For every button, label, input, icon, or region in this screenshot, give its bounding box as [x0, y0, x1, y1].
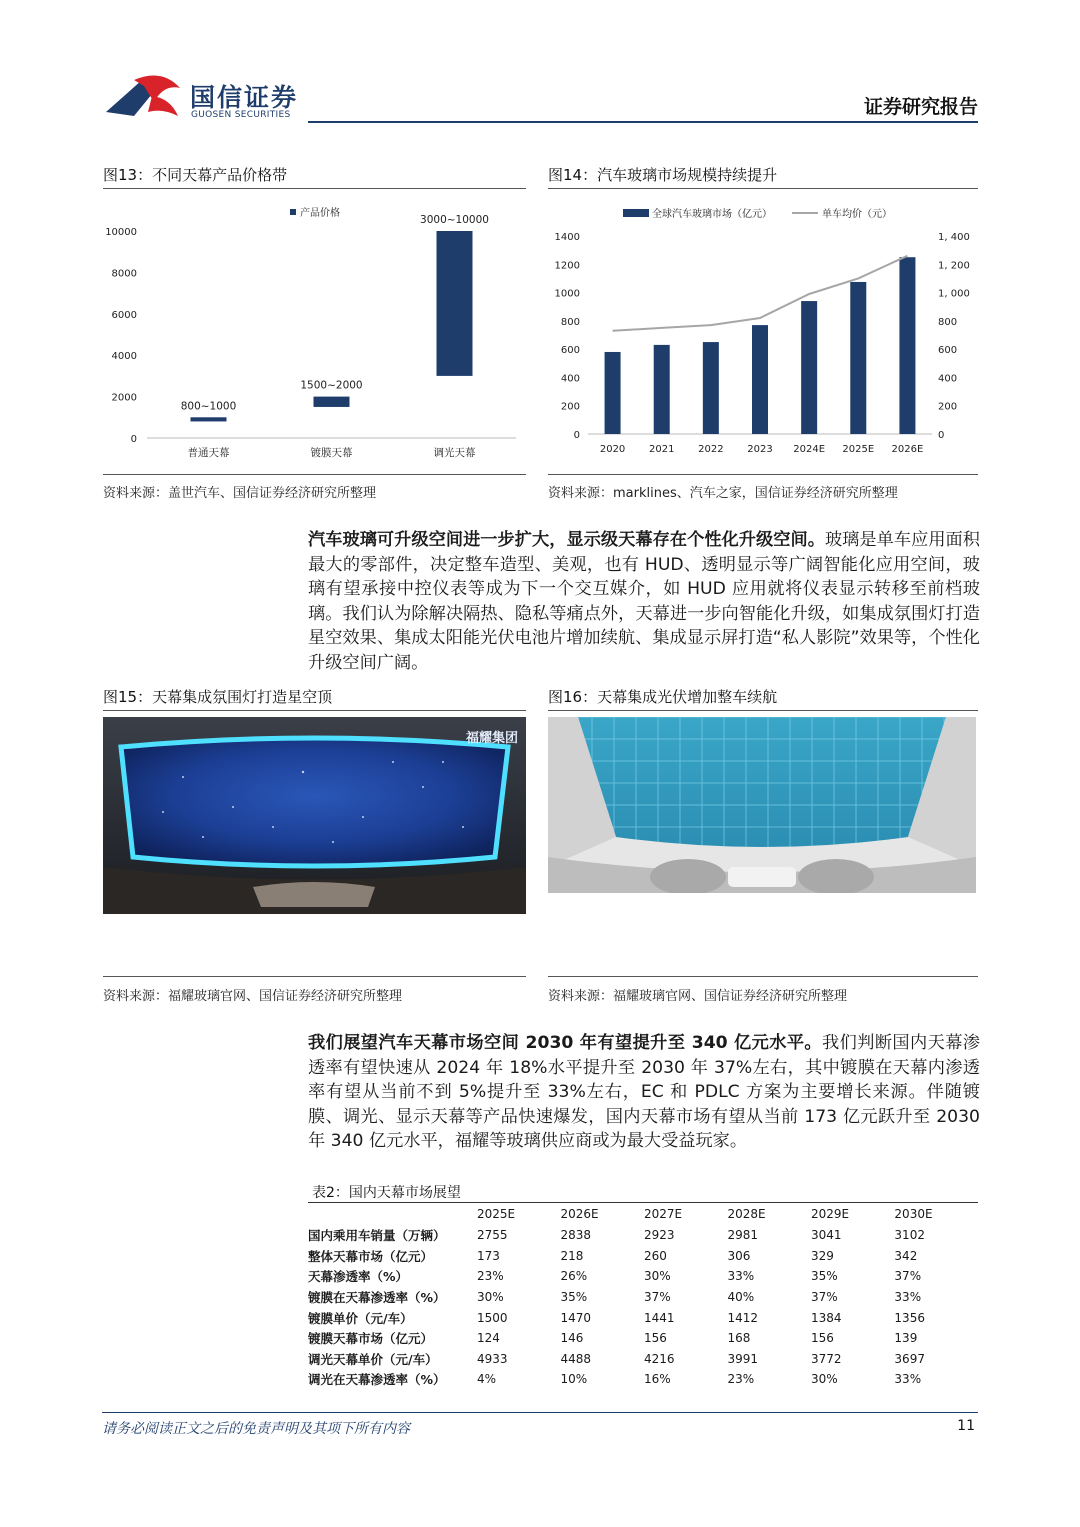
y-tick-label: 0	[130, 434, 137, 445]
x-tick-label: 2024E	[793, 444, 826, 455]
fig16-top-rule	[548, 710, 978, 711]
table-header-row	[308, 1203, 978, 1225]
table2-title: 表2：国内天幕市场展望	[312, 1185, 461, 1201]
row-label: 镀膜天幕市场（亿元）	[308, 1331, 434, 1347]
table-cell: 329	[810, 1248, 834, 1263]
row-label: 镀膜在天幕渗透率（%）	[308, 1290, 446, 1306]
column-header: 2030E	[894, 1207, 933, 1221]
column-header: 2025E	[477, 1207, 516, 1221]
bar	[899, 257, 915, 434]
starry-roof-photo	[103, 717, 526, 914]
table-cell: 1500	[477, 1310, 508, 1325]
bar	[191, 417, 227, 421]
footer-divider	[102, 1412, 978, 1413]
column-header: 2027E	[643, 1207, 683, 1221]
table-cell: 1441	[643, 1310, 675, 1325]
table-cell: 124	[477, 1331, 500, 1346]
data-label: 800~1000	[180, 400, 237, 413]
paragraph-1-body: 玻璃是单车应用面积最大的零部件，决定整车造型、美观，也有 HUD、透明显示等广阔智能化应用空间，玻璃有望承接中控仪表等成为下一个交互媒介，如 HUD 应用就将仪表显示转移至前档玻璃。我们认为除解决隔热、隐私等痛点外，天幕进一步向智能化升级，如集成氛围灯打造星空效果、集成太阳能光伏电池片增加续航、集成显示屏打造“私人影院”效果等，个性化升级空间广阔。	[308, 530, 980, 673]
x-tick-label: 2025E	[842, 444, 875, 455]
table-cell: 37%	[643, 1290, 671, 1305]
table-cell: 30%	[477, 1290, 504, 1305]
table-cell: 40%	[727, 1290, 755, 1305]
table-cell: 2923	[643, 1228, 675, 1243]
column-header: 2029E	[810, 1207, 850, 1221]
legend-swatch	[290, 209, 296, 215]
table-cell: 4488	[560, 1351, 592, 1366]
row-label: 国内乘用车销量（万辆）	[308, 1228, 446, 1244]
row-label: 调光天幕单价（元/车）	[308, 1351, 438, 1367]
fig15-source: 资料来源：福耀玻璃官网、国信证券经济研究所整理	[103, 989, 403, 1004]
brand-name: 国信证券	[190, 83, 299, 112]
table-cell: 10%	[560, 1372, 588, 1387]
fig16-bottom-rule	[548, 976, 978, 977]
y-tick-label-right: 0	[938, 430, 945, 441]
paragraph-2-body: 我们判断国内天幕渗透率有望快速从 2024 年 18%水平提升至 2030 年 37%左右，其中镀膜在天幕内渗透率有望从当前不到 5%提升至 33%左右，EC 和 PDLC 方案为主要增长来源。伴随镀膜、调光、显示天幕等产品快速爆发，国内天幕市场有望从当前 173 亿元跃升至 2030 年 340 亿元水平，福耀等玻璃供应商或为最大受益玩家。	[308, 1033, 980, 1152]
y-tick-label-right: 800	[938, 316, 958, 328]
y-tick-label-right: 1, 000	[938, 288, 970, 300]
report-type: 证券研究报告	[863, 96, 978, 118]
table-cell: 1356	[894, 1310, 925, 1325]
table-cell: 3041	[810, 1228, 842, 1243]
fig14-top-rule	[548, 188, 978, 189]
bar	[801, 301, 817, 434]
y-tick-label-right: 1, 400	[938, 232, 970, 243]
y-tick-label-left: 200	[560, 401, 580, 413]
table-cell: 16%	[643, 1372, 671, 1387]
y-tick-label-left: 1000	[554, 288, 580, 300]
table-row	[308, 1225, 978, 1246]
brand-name-en: GUOSEN SECURITIES	[191, 110, 291, 120]
bar	[437, 231, 473, 376]
table-row	[308, 1369, 978, 1390]
table-cell: 342	[894, 1248, 918, 1263]
y-tick-label-right: 200	[938, 401, 958, 413]
table-cell: 4%	[477, 1372, 497, 1387]
y-tick-label-right: 400	[938, 373, 958, 385]
x-tick-label: 2020	[599, 444, 626, 455]
table-cell: 1470	[560, 1310, 592, 1325]
row-label: 天幕渗透率（%）	[308, 1269, 409, 1285]
legend-label-bar: 全球汽车玻璃市场（亿元）	[652, 209, 772, 220]
table-cell: 218	[560, 1248, 584, 1263]
fig14-title: 图14：汽车玻璃市场规模持续提升	[548, 166, 778, 184]
y-tick-label-left: 400	[560, 373, 580, 385]
legend-swatch-bar	[623, 209, 649, 217]
table-cell: 33%	[727, 1269, 755, 1284]
bar	[850, 282, 866, 434]
header-divider	[308, 121, 978, 123]
table-cell: 33%	[894, 1372, 922, 1387]
table-cell: 156	[643, 1331, 667, 1346]
watermark-label: 福耀集团	[465, 731, 518, 746]
bar	[703, 342, 719, 434]
bar	[314, 397, 350, 407]
paragraph-2-lead: 我们展望汽车天幕市场空间 2030 年有望提升至 340 亿元水平。	[308, 1033, 823, 1053]
table-row	[308, 1266, 978, 1287]
fig16-title: 图16：天幕集成光伏增加整车续航	[548, 688, 778, 706]
y-tick-label-left: 0	[573, 430, 580, 441]
table-row	[308, 1349, 978, 1370]
fig14-source: 资料来源：marklines、汽车之家，国信证券经济研究所整理	[548, 486, 898, 501]
x-tick-label: 调光天幕	[433, 447, 476, 459]
fig13-chart	[103, 195, 526, 467]
table-cell: 30%	[643, 1269, 671, 1284]
table-row	[308, 1307, 978, 1328]
table-cell: 26%	[560, 1269, 588, 1284]
y-tick-label: 6000	[111, 309, 137, 321]
y-tick-label: 8000	[111, 268, 137, 280]
bar	[605, 352, 621, 434]
fig14-chart	[548, 195, 978, 467]
y-tick-label-right: 600	[938, 345, 958, 357]
x-tick-label: 2023	[747, 444, 773, 455]
paragraph-1-lead: 汽车玻璃可升级空间进一步扩大，显示级天幕存在个性化升级空间。	[308, 530, 825, 550]
table-cell: 35%	[810, 1269, 838, 1284]
table-cell: 23%	[727, 1372, 755, 1387]
table-cell: 37%	[894, 1269, 922, 1284]
fig13-title: 图13：不同天幕产品价格带	[103, 166, 288, 184]
column-header: 2026E	[560, 1207, 599, 1221]
table-cell: 33%	[894, 1290, 922, 1305]
table-cell: 306	[727, 1248, 751, 1263]
table-cell: 3991	[727, 1351, 758, 1366]
fig14-bottom-rule	[548, 474, 978, 475]
x-tick-label: 2022	[698, 444, 724, 455]
bar	[752, 325, 768, 434]
y-tick-label: 2000	[111, 392, 137, 404]
table-row	[308, 1328, 978, 1349]
table-row	[308, 1246, 978, 1267]
table-row	[308, 1287, 978, 1308]
fig13-bottom-rule	[103, 474, 526, 475]
y-tick-label-right: 1, 200	[938, 260, 970, 272]
table-cell: 23%	[477, 1269, 504, 1284]
table-cell: 173	[477, 1248, 500, 1263]
table-cell: 37%	[810, 1290, 838, 1305]
x-tick-label: 普通天幕	[187, 447, 230, 459]
solar-roof-photo	[548, 717, 976, 893]
table-cell: 139	[894, 1331, 918, 1346]
legend-label: 产品价格	[300, 208, 340, 219]
fig15-top-rule	[103, 710, 526, 711]
table-cell: 30%	[810, 1372, 838, 1387]
table-cell: 2755	[477, 1228, 508, 1243]
column-header: 2028E	[727, 1207, 766, 1221]
table-cell: 4216	[643, 1351, 675, 1366]
table-cell: 146	[560, 1331, 584, 1346]
table-cell: 4933	[477, 1351, 508, 1366]
table-cell: 3697	[894, 1351, 925, 1366]
y-tick-label-left: 1200	[554, 260, 580, 272]
table-cell: 156	[810, 1331, 834, 1346]
y-tick-label: 10000	[105, 227, 137, 238]
bar	[654, 345, 670, 434]
paragraph-1	[308, 528, 980, 676]
fig13-top-rule	[103, 188, 526, 189]
table-cell: 35%	[560, 1290, 588, 1305]
legend-label-line: 单车均价（元）	[822, 209, 892, 220]
x-tick-label: 2026E	[891, 444, 924, 455]
table-cell: 1384	[810, 1310, 842, 1325]
data-label: 1500~2000	[300, 379, 363, 392]
footer-disclaimer: 请务必阅读正文之后的免责声明及其项下所有内容	[102, 1421, 410, 1437]
table-cell: 3772	[810, 1351, 842, 1366]
page-number: 11	[957, 1418, 975, 1434]
table-cell: 3102	[894, 1228, 925, 1243]
fig16-source: 资料来源：福耀玻璃官网、国信证券经济研究所整理	[548, 989, 848, 1004]
x-tick-label: 2021	[648, 444, 675, 455]
data-label: 3000~10000	[420, 214, 489, 226]
table-cell: 168	[727, 1331, 751, 1346]
table-cell: 1412	[727, 1310, 758, 1325]
y-tick-label: 4000	[111, 351, 137, 363]
fig15-bottom-rule	[103, 976, 526, 977]
market-outlook-table	[308, 1203, 978, 1390]
paragraph-2	[308, 1031, 980, 1154]
table-cell: 2838	[560, 1228, 592, 1243]
table-cell: 2981	[727, 1228, 758, 1243]
table-cell: 260	[643, 1248, 667, 1263]
y-tick-label-left: 1400	[554, 232, 580, 243]
y-tick-label-left: 600	[560, 345, 580, 357]
fig15-title: 图15：天幕集成氛围灯打造星空顶	[103, 688, 333, 706]
y-tick-label-left: 800	[560, 316, 580, 328]
guosen-logo	[104, 72, 186, 124]
row-label: 镀膜单价（元/车）	[308, 1310, 413, 1326]
row-label: 整体天幕市场（亿元）	[308, 1248, 434, 1264]
x-tick-label: 镀膜天幕	[310, 447, 353, 459]
fig13-source: 资料来源：盖世汽车、国信证券经济研究所整理	[103, 486, 377, 501]
row-label: 调光在天幕渗透率（%）	[308, 1372, 446, 1388]
